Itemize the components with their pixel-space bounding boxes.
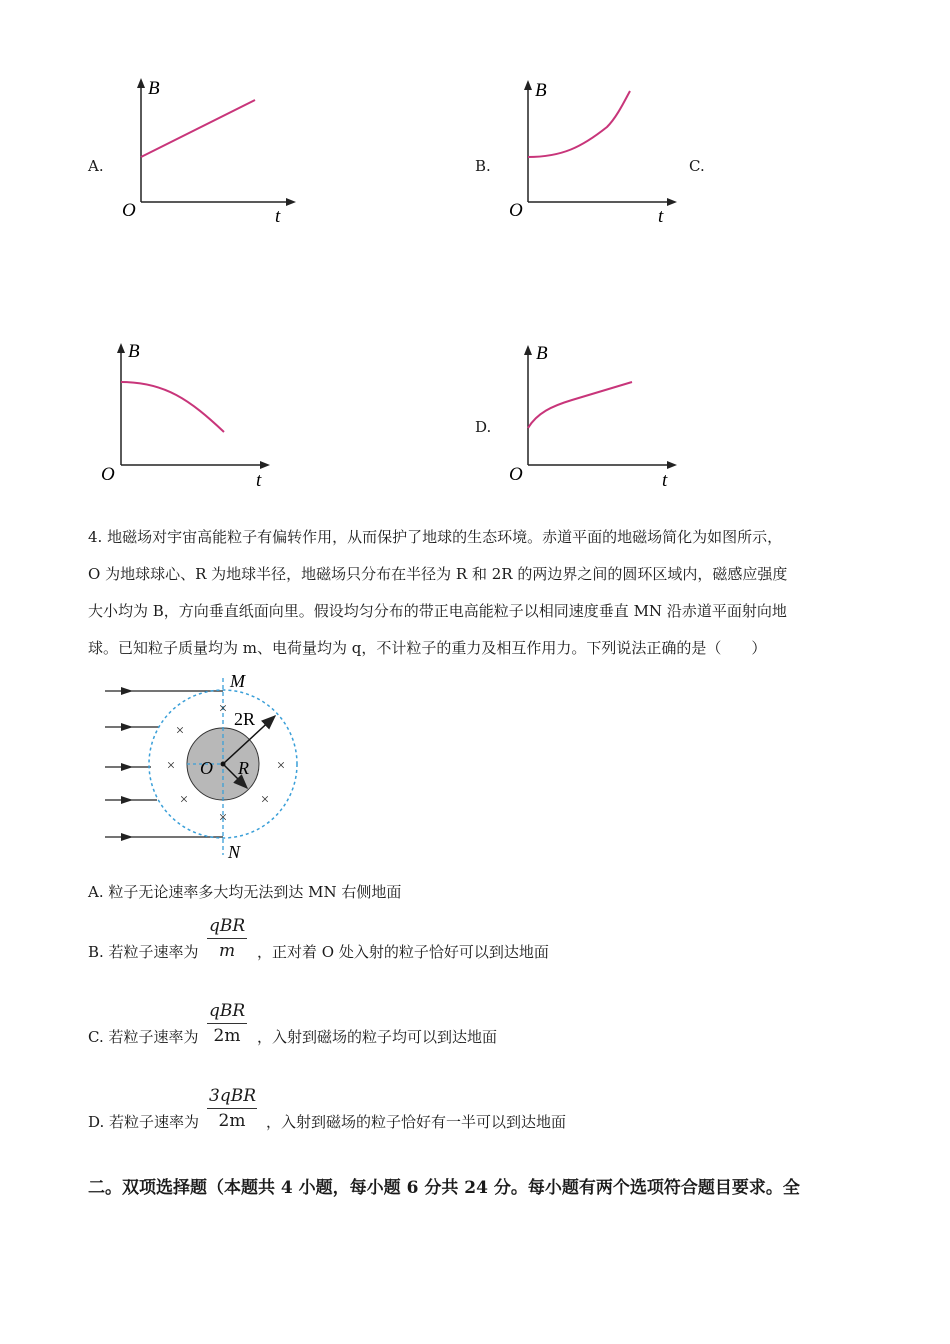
graph-d bbox=[497, 338, 687, 493]
option-c-label: C. bbox=[689, 157, 705, 175]
label-2r: 2R bbox=[234, 709, 256, 729]
graph-c-x-label: t bbox=[256, 470, 262, 491]
field-cross: × bbox=[276, 758, 286, 774]
graph-a-origin: O bbox=[122, 200, 136, 221]
graph-c-origin: O bbox=[101, 464, 115, 485]
option-c-prefix: C. 若粒子速率为 bbox=[88, 1028, 199, 1046]
option-b-numerator: qBR bbox=[207, 916, 247, 939]
label-n: N bbox=[228, 842, 241, 862]
option-c-fraction bbox=[207, 1001, 247, 1046]
graph-c-curve bbox=[121, 382, 224, 432]
option-b-prefix: B. 若粒子速率为 bbox=[88, 943, 199, 961]
field-cross: × bbox=[260, 792, 270, 808]
option-d-numerator: 3qBR bbox=[207, 1086, 257, 1109]
graph-b-x-label: t bbox=[658, 206, 664, 227]
option-c-denominator: 2m bbox=[213, 1026, 241, 1046]
option-d-denominator: 2m bbox=[218, 1111, 246, 1131]
option-c-suffix: ，入射到磁场的粒子均可以到达地面 bbox=[257, 1028, 498, 1046]
option-b-fraction bbox=[207, 916, 247, 961]
option-b-denominator: m bbox=[218, 941, 236, 961]
option-d-fraction bbox=[207, 1086, 257, 1131]
option-a-label: A. bbox=[88, 157, 104, 175]
section-2-heading: 二。双项选择题（本题共 4 小题，每小题 6 分共 24 分。每小题有两个选项符合题目要求。全 bbox=[88, 1178, 800, 1198]
option-c-numerator: qBR bbox=[207, 1001, 247, 1024]
graph-a-x-label: t bbox=[275, 206, 281, 227]
field-cross: × bbox=[218, 701, 228, 717]
graph-d-y-label: B bbox=[536, 343, 548, 364]
field-cross: × bbox=[218, 810, 228, 826]
option-b-suffix: ，正对着 O 处入射的粒子恰好可以到达地面 bbox=[257, 943, 549, 961]
graph-a-y-label: B bbox=[148, 78, 160, 99]
graph-d-x-label: t bbox=[662, 470, 668, 491]
graph-b-y-label: B bbox=[535, 80, 547, 101]
label-m: M bbox=[230, 671, 245, 691]
q4-line-2: O 为地球球心、R 为地球半径，地磁场只分布在半径为 R 和 2R 的两边界之间的圆环区域内，磁感应强度 bbox=[88, 565, 788, 583]
magnetic-field-figure bbox=[95, 670, 315, 865]
option-d-prefix: D. 若粒子速率为 bbox=[88, 1113, 200, 1131]
option-b-label: B. bbox=[475, 157, 491, 175]
field-cross: × bbox=[175, 723, 185, 739]
label-r: R bbox=[238, 758, 249, 778]
q4-line-1: 4. 地磁场对宇宙高能粒子有偏转作用，从而保护了地球的生态环境。赤道平面的地磁场简化为如图所示， bbox=[88, 528, 783, 546]
option-d-label: D. bbox=[475, 418, 492, 436]
q4-line-4: 球。已知粒子质量均为 m、电荷量均为 q，不计粒子的重力及相互作用力。下列说法正确的是（ ） bbox=[88, 639, 767, 657]
graph-b bbox=[497, 75, 687, 230]
graph-a-curve bbox=[141, 100, 255, 157]
label-o: O bbox=[200, 758, 213, 778]
field-cross: × bbox=[179, 792, 189, 808]
option-a-text: A. 粒子无论速率多大均无法到达 MN 右侧地面 bbox=[88, 883, 402, 901]
graph-b-origin: O bbox=[509, 200, 523, 221]
graph-d-origin: O bbox=[509, 464, 523, 485]
q4-line-3: 大小均为 B，方向垂直纸面向里。假设均匀分布的带正电高能粒子以相同速度垂直 MN 沿赤道平面射向地 bbox=[88, 602, 787, 620]
option-d-suffix: ，入射到磁场的粒子恰好有一半可以到达地面 bbox=[266, 1113, 567, 1131]
graph-c-y-label: B bbox=[128, 341, 140, 362]
graph-c bbox=[90, 338, 290, 493]
field-cross: × bbox=[166, 758, 176, 774]
graph-d-curve bbox=[528, 382, 632, 428]
graph-a bbox=[110, 75, 300, 230]
